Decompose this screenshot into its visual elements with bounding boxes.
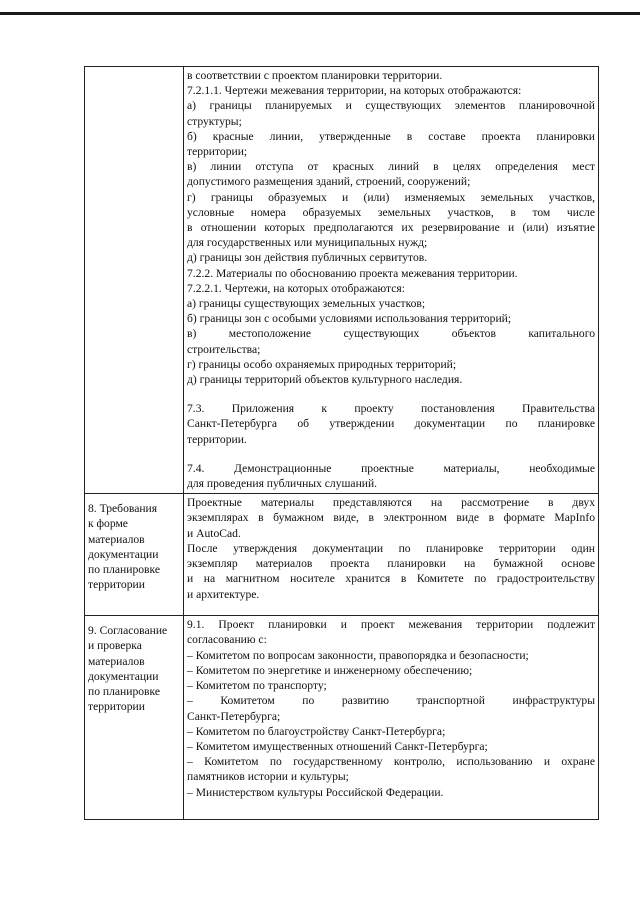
paragraph <box>187 678 595 693</box>
text-line: территории. <box>187 432 247 446</box>
paragraph <box>187 68 595 83</box>
text-line: 9.1. Проект планировки и проект межевания территории подлежит <box>187 618 595 632</box>
section-label-line: и проверка <box>88 639 142 653</box>
section-label-line: 9. Согласование <box>88 624 168 638</box>
paragraph <box>187 98 595 128</box>
section-label-line: документации <box>88 547 159 561</box>
text-line: и на магнитном носителе хранится в Комитете по градостроительству <box>187 572 595 586</box>
section-label-cell <box>85 616 184 820</box>
paragraph <box>187 495 595 541</box>
paragraph <box>187 617 595 647</box>
text-line: После утверждения документации по планировке территории один <box>187 541 595 555</box>
paragraph <box>187 401 595 447</box>
text-line: экземплярах в бумажном виде, в электронном виде в формате MapInfo <box>187 511 595 525</box>
section-label-cell <box>85 67 184 494</box>
paragraph <box>187 326 595 356</box>
text-line: – Министерством культуры Российской Федерации. <box>187 785 444 799</box>
text-line: в) линии отступа от красных линий в целях определения мест <box>187 160 595 174</box>
text-line: 7.2.2.1. Чертежи, на которых отображаются: <box>187 281 405 295</box>
section-label-cell <box>85 494 184 616</box>
text-line: – Комитетом по транспорту; <box>187 679 327 693</box>
section-label-line: 8. Требования <box>88 502 158 516</box>
text-line: условные номера образуемых земельных участков, в том числе <box>187 205 595 219</box>
section-label <box>88 617 180 714</box>
section-content-cell <box>184 67 599 494</box>
text-line: допустимого размещения зданий, строений, сооружений; <box>187 175 471 189</box>
text-line: территории; <box>187 145 248 159</box>
text-line: – Комитетом по вопросам законности, правопорядка и безопасности; <box>187 648 529 662</box>
table-row <box>85 494 599 616</box>
section-content-cell <box>184 494 599 616</box>
paragraph <box>187 663 595 678</box>
table-row <box>85 67 599 494</box>
specification-table <box>84 66 599 820</box>
paragraph <box>187 754 595 784</box>
text-line: 7.3. Приложения к проекту постановления Правительства <box>187 402 595 416</box>
text-line: – Комитетом имущественных отношений Санкт-Петербурга; <box>187 739 488 753</box>
section-label-line: материалов <box>88 532 145 546</box>
section-label-line: к форме <box>88 517 128 531</box>
text-line: – Комитетом по развитию транспортной инфраструктуры <box>187 694 595 708</box>
section-label-line: территории <box>88 578 145 592</box>
text-line: д) границы территорий объектов культурного наследия. <box>187 373 463 387</box>
text-line: – Комитетом по государственному контролю, использованию и охране <box>187 755 595 769</box>
paragraph <box>187 372 595 387</box>
section-label <box>88 68 180 74</box>
text-line: г) границы образуемых и (или) изменяемых земельных участков, <box>187 190 595 204</box>
paragraph <box>187 724 595 739</box>
paragraph <box>187 461 595 491</box>
paragraph <box>187 357 595 372</box>
paragraph <box>187 447 595 461</box>
text-line: Санкт-Петербурга об утверждении документации по планировке <box>187 417 595 431</box>
text-line: памятников истории и культуры; <box>187 770 349 784</box>
paragraph <box>187 129 595 159</box>
text-line: а) границы существующих земельных участков; <box>187 297 426 311</box>
section-label-line: по планировке <box>88 685 161 699</box>
text-line: в) местоположение существующих объектов капитального <box>187 327 595 341</box>
paragraph <box>187 785 595 800</box>
paragraph <box>187 693 595 723</box>
paragraph <box>187 83 595 98</box>
table-row <box>85 616 599 820</box>
text-line: экземпляр материалов проекта планировки на бумажной основе <box>187 557 595 571</box>
text-line: для проведения публичных слушаний. <box>187 477 378 491</box>
text-line: 7.2.2. Материалы по обоснованию проекта межевания территории. <box>187 266 518 280</box>
paragraph <box>187 281 595 296</box>
text-line: – Комитетом по благоустройству Санкт-Петербурга; <box>187 724 446 738</box>
text-line: 7.2.1.1. Чертежи межевания территории, на которых отображаются: <box>187 84 522 98</box>
text-line: г) границы особо охраняемых природных территорий; <box>187 357 457 371</box>
text-line: – Комитетом по энергетике и инженерному обеспечению; <box>187 663 473 677</box>
text-line: и AutoCad. <box>187 526 241 540</box>
text-line: строительства; <box>187 342 261 356</box>
text-line: и архитектуре. <box>187 587 260 601</box>
text-line: б) границы зон с особыми условиями использования территорий; <box>187 312 512 326</box>
text-line: д) границы зон действия публичных сервитутов. <box>187 251 428 265</box>
section-label-line: по планировке <box>88 563 161 577</box>
text-line: для государственных или муниципальных нужд; <box>187 236 428 250</box>
text-line: Санкт-Петербурга; <box>187 709 281 723</box>
paragraph <box>187 296 595 311</box>
paragraph <box>187 387 595 401</box>
paragraph <box>187 190 595 251</box>
section-content-cell <box>184 616 599 820</box>
paragraph <box>187 250 595 265</box>
text-line: 7.4. Демонстрационные проектные материалы, необходимые <box>187 461 595 475</box>
section-label-line: территории <box>88 700 145 714</box>
text-line: Проектные материалы представляются на рассмотрение в двух <box>187 496 595 510</box>
text-line: согласованию с: <box>187 633 267 647</box>
text-line: структуры; <box>187 114 242 128</box>
paragraph <box>187 739 595 754</box>
top-border-rule <box>0 12 640 15</box>
text-line: в соответствии с проектом планировки территории. <box>187 69 443 82</box>
paragraph <box>187 541 595 602</box>
paragraph <box>187 159 595 189</box>
section-label-line: документации <box>88 669 159 683</box>
section-label <box>88 495 180 592</box>
paragraph <box>187 648 595 663</box>
section-label-line: материалов <box>88 654 145 668</box>
paragraph <box>187 266 595 281</box>
text-line: а) границы планируемых и существующих элементов планировочной <box>187 99 595 113</box>
text-line: в отношении которых предполагаются их резервирование и (или) изъятие <box>187 221 595 235</box>
paragraph <box>187 311 595 326</box>
text-line: б) красные линии, утвержденные в составе проекта планировки <box>187 129 595 143</box>
